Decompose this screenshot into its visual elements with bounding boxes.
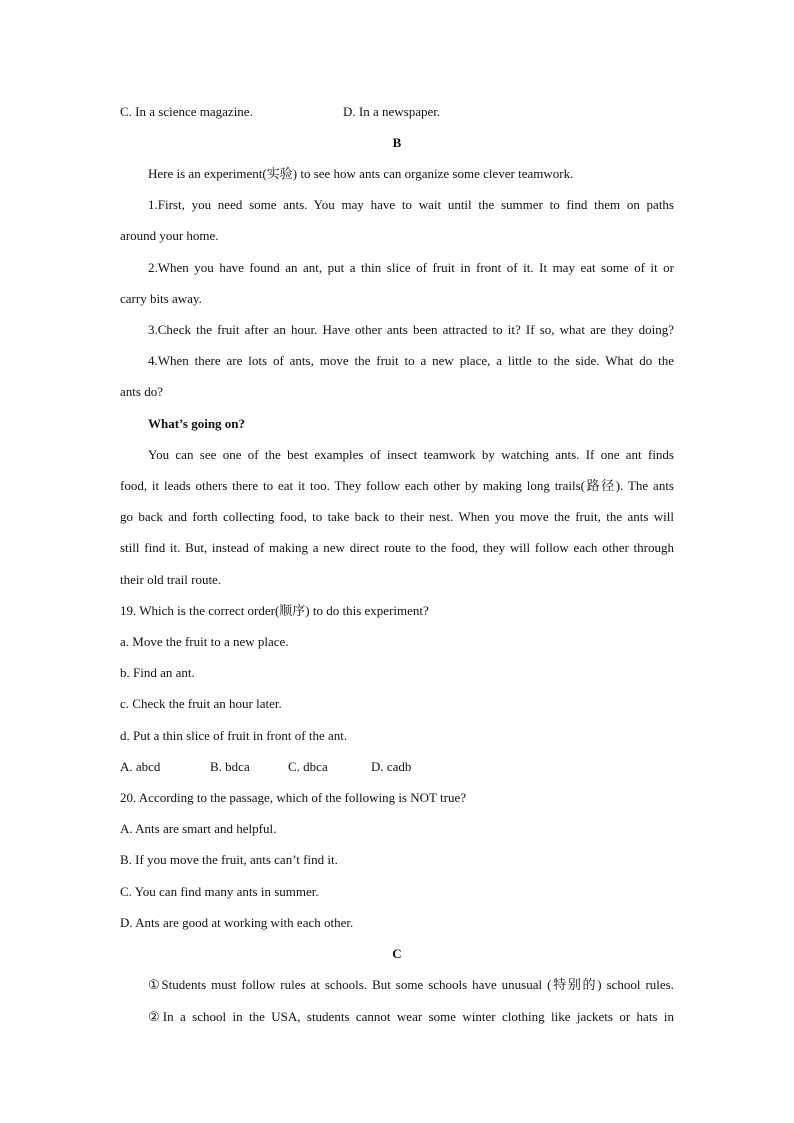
question-20-option-a: A. Ants are smart and helpful. <box>120 821 277 836</box>
question-20-option-c: C. You can find many ants in summer. <box>120 884 319 899</box>
question-19-option-a: A. abcd <box>120 759 161 774</box>
step-1-line-1: 1.First, you need some ants. You may have to wait until the summer to find them on paths <box>148 197 674 212</box>
paragraph-line-1: You can see one of the best examples of insect teamwork by watching ants. If one ant finds <box>148 447 674 462</box>
option-c: C. In a science magazine. <box>120 104 253 119</box>
paragraph-line-2: food, it leads others there to eat it too. They follow each other by making long trails(路径). The ants <box>120 478 674 493</box>
paragraph-line-4: still find it. But, instead of making a new direct route to the food, they will follow each other through <box>120 540 674 555</box>
step-2-line-1: 2.When you have found an ant, put a thin slice of fruit in front of it. It may eat some of it or <box>148 260 674 275</box>
question-20-option-b: B. If you move the fruit, ants can’t find it. <box>120 852 338 867</box>
step-4-line-1: 4.When there are lots of ants, move the fruit to a new place, a little to the side. What do the <box>148 353 674 368</box>
question-19-item-b: b. Find an ant. <box>120 665 195 680</box>
section-c-paragraph-1: ①Students must follow rules at schools. But some schools have unusual (特别的) school rules. <box>148 977 674 992</box>
question-19-stem: 19. Which is the correct order(顺序) to do this experiment? <box>120 603 429 618</box>
question-20-option-d: D. Ants are good at working with each other. <box>120 915 354 930</box>
step-2-line-2: carry bits away. <box>120 291 202 306</box>
step-3: 3.Check the fruit after an hour. Have other ants been attracted to it? If so, what are they doing? <box>148 322 674 337</box>
question-19-item-d: d. Put a thin slice of fruit in front of the ant. <box>120 728 348 743</box>
question-19-option-b: B. bdca <box>210 759 250 774</box>
question-19-option-d: D. cadb <box>371 759 412 774</box>
question-20-stem: 20. According to the passage, which of the following is NOT true? <box>120 790 466 805</box>
section-c-heading: C <box>392 946 402 961</box>
step-1-line-2: around your home. <box>120 228 219 243</box>
question-19-option-c: C. dbca <box>288 759 328 774</box>
step-4-line-2: ants do? <box>120 384 163 399</box>
section-c-paragraph-2: ②In a school in the USA, students cannot wear some winter clothing like jackets or hats in <box>148 1009 674 1024</box>
question-19-item-c: c. Check the fruit an hour later. <box>120 696 282 711</box>
intro-paragraph: Here is an experiment(实验) to see how ants can organize some clever teamwork. <box>148 166 574 181</box>
section-b-heading: B <box>392 135 402 150</box>
subheading: What’s going on? <box>148 416 246 431</box>
question-19-item-a: a. Move the fruit to a new place. <box>120 634 289 649</box>
paragraph-line-5: their old trail route. <box>120 572 222 587</box>
option-d: D. In a newspaper. <box>343 104 441 119</box>
paragraph-line-3: go back and forth collecting food, to take back to their nest. When you move the fruit, the ants will <box>120 509 674 524</box>
